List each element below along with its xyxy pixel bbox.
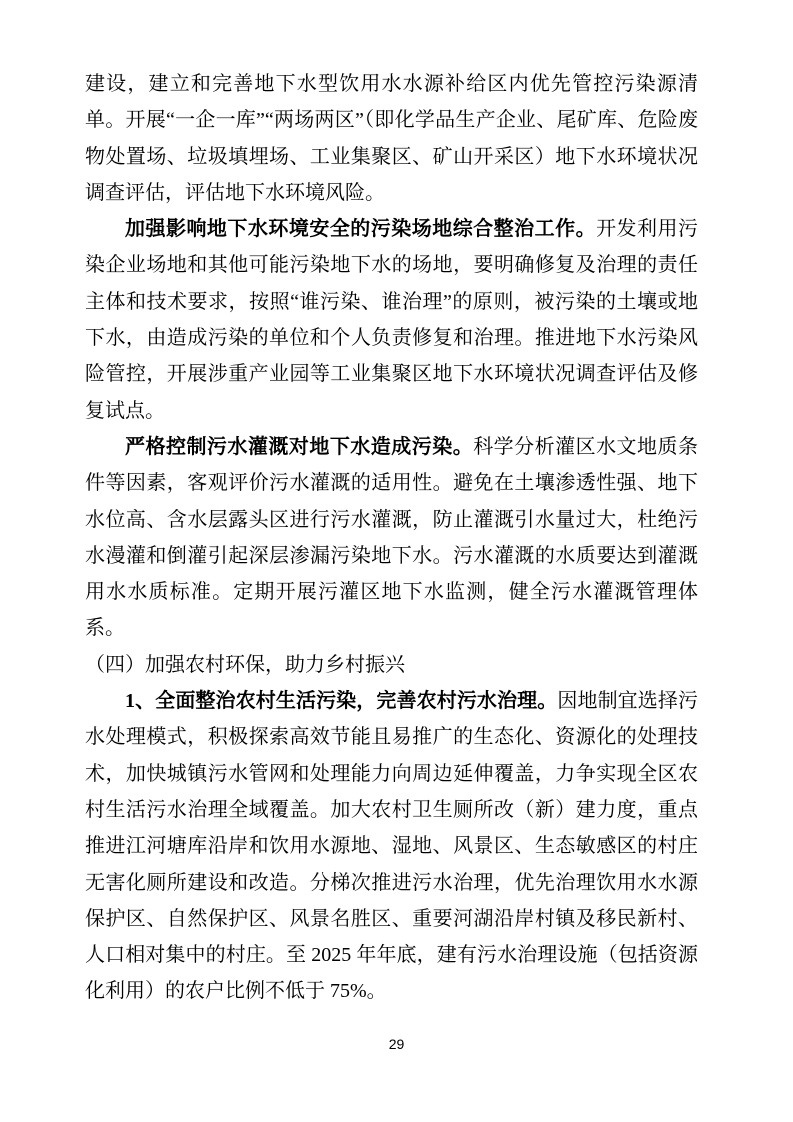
document-body [85,66,698,1010]
page-number: 29 [388,1036,405,1052]
heading-section-four-rural-environment [85,647,698,683]
para-rural-domestic-sewage-treatment [85,683,698,1010]
text-run: （四）加强农村环保，助力乡村振兴 [85,653,405,676]
bold-text-run: 加强影响地下水环境安全的污染场地综合整治工作。 [125,218,597,241]
bold-text-run: 严格控制污水灌溉对地下水造成污染。 [125,435,474,458]
text-run: 因地制宜选择污水处理模式，积极探索高效节能且易推广的生态化、资源化的处理技术，加快城镇污水管网和处理能力向周边延伸覆盖，力争实现全区农村生活污水治理全域覆盖。加大农村卫生厕所改（新）建力度，重点推进江河塘库沿岸和饮用水源地、湿地、风景区、生态敏感区的村庄无害化厕所建设和改造。分梯次推进污水治理，优先治理饮用水水源保护区、自然保护区、风景名胜区、重要河湖沿岸村镇及移民新村、人口相对集中的村庄。至 2025 年年底，建有污水治理设施（包括资源化利用）的农户比例不低于 75%。 [85,690,699,1003]
bold-text-run: 1、全面整治农村生活污染，完善农村污水治理。 [125,690,558,713]
para-sewage-irrigation-control [85,429,698,647]
para-groundwater-source-survey [85,66,698,211]
text-run: 建设，建立和完善地下水型饮用水水源补给区内优先管控污染源清单。开展“一企一库”“两场两区”（即化学品生产企业、尾矿库、危险废物处置场、垃圾填埋场、工业集聚区、矿山开采区）地下水环境状况调查评估，评估地下水环境风险。 [85,73,698,204]
text-run: 科学分析灌区水文地质条件等因素，客观评价污水灌溉的适用性。避免在土壤渗透性强、地下水位高、含水层露头区进行污水灌溉，防止灌溉引水量过大，杜绝污水漫灌和倒灌引起深层渗漏污染地下水。污水灌溉的水质要达到灌溉用水水质标准。定期开展污灌区地下水监测，健全污水灌溉管理体系。 [85,435,699,640]
para-polluted-site-remediation [85,211,698,429]
text-run: 开发利用污染企业场地和其他可能污染地下水的场地，要明确修复及治理的责任主体和技术要求，按照“谁污染、谁治理”的原则，被污染的土壤或地下水，由造成污染的单位和个人负责修复和治理。推进地下水污染风险管控，开展涉重产业园等工业集聚区地下水环境状况调查评估及修复试点。 [85,218,699,422]
